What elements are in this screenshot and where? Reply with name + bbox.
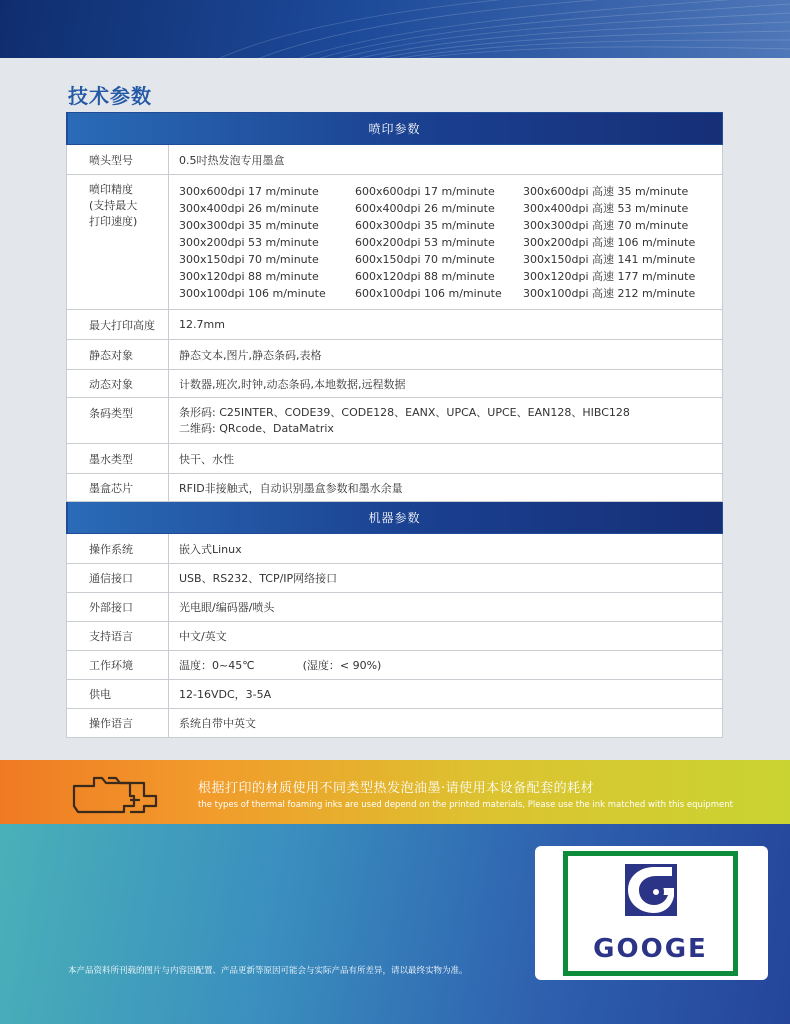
resolution-item: 300x120dpi 88 m/minute <box>179 270 319 283</box>
temperature-value: 温度：0~45℃ <box>179 659 255 672</box>
table-row <box>67 398 723 444</box>
row-value <box>169 398 723 444</box>
row-value: 0.5吋热发泡专用墨盒 <box>169 145 723 175</box>
row-label: 喷头型号 <box>67 145 169 175</box>
row-label: 通信接口 <box>67 564 169 593</box>
footer-disclaimer: 本产品资料所刊载的图片与内容因配置、产品更新等原因可能会与实际产品有所差异，请以最终实物为准。 <box>68 966 468 976</box>
row-label: 工作环境 <box>67 651 169 680</box>
row-value: USB、RS232、TCP/IP网络接口 <box>169 564 723 593</box>
ink-cartridge-icon <box>72 774 160 814</box>
resolution-item: 300x400dpi 高速 53 m/minute <box>523 202 689 215</box>
row-label: 供电 <box>67 680 169 709</box>
resolution-item: 300x100dpi 106 m/minute <box>179 287 326 300</box>
row-label: 条码类型 <box>67 398 169 444</box>
resolution-item: 600x300dpi 35 m/minute <box>355 219 495 232</box>
print-params-header: 喷印参数 <box>67 113 723 145</box>
wave-lines-decoration <box>0 0 790 58</box>
machine-params-header: 机器参数 <box>67 502 723 534</box>
row-value <box>169 651 723 680</box>
resolution-item: 600x100dpi 106 m/minute <box>355 287 502 300</box>
resolution-grid <box>179 178 712 306</box>
table-row <box>67 175 723 310</box>
row-label-line: 喷印精度 <box>89 183 133 196</box>
banner-en-text: the types of thermal foaming inks are used depend on the printed materials, Please use the ink matched with this equipment <box>198 800 733 810</box>
table-row <box>67 370 723 398</box>
resolution-item: 600x200dpi 53 m/minute <box>355 236 495 249</box>
table-row <box>67 310 723 340</box>
table-row <box>67 534 723 564</box>
qrcode-line: 二维码: QRcode、DataMatrix <box>179 422 334 435</box>
section-title: 技术参数 <box>68 84 152 108</box>
row-label: 最大打印高度 <box>67 310 169 340</box>
row-label-line: 打印速度) <box>89 215 138 228</box>
table-row <box>67 444 723 474</box>
resolution-item: 600x150dpi 70 m/minute <box>355 253 495 266</box>
table-row <box>67 564 723 593</box>
resolution-item: 300x120dpi 高速 177 m/minute <box>523 270 696 283</box>
resolution-item: 300x300dpi 高速 70 m/minute <box>523 219 689 232</box>
resolution-item: 600x400dpi 26 m/minute <box>355 202 495 215</box>
table-row <box>67 474 723 502</box>
row-label: 静态对象 <box>67 340 169 370</box>
humidity-value: (湿度：< 90%) <box>302 659 382 672</box>
resolution-grid-cell <box>169 175 723 310</box>
row-value: 12-16VDC，3-5A <box>169 680 723 709</box>
table-row <box>67 651 723 680</box>
logo-text: GOOGE <box>593 934 708 964</box>
row-value: 中文/英文 <box>169 622 723 651</box>
row-label: 支持语言 <box>67 622 169 651</box>
print-params-header-row <box>67 113 723 145</box>
table-row <box>67 145 723 175</box>
row-value: 计数器,班次,时钟,动态条码,本地数据,远程数据 <box>169 370 723 398</box>
row-value: 光电眼/编码器/喷头 <box>169 593 723 622</box>
resolution-item: 300x150dpi 70 m/minute <box>179 253 319 266</box>
resolution-item: 300x600dpi 17 m/minute <box>179 185 319 198</box>
row-label: 外部接口 <box>67 593 169 622</box>
table-row <box>67 680 723 709</box>
row-label: 墨盒芯片 <box>67 474 169 502</box>
spec-table <box>66 112 723 738</box>
resolution-item: 600x600dpi 17 m/minute <box>355 185 495 198</box>
row-label-line: (支持最大 <box>89 199 138 212</box>
banner-cn-text: 根据打印的材质使用不同类型热发泡油墨·请使用本设备配套的耗材 <box>198 781 595 796</box>
row-value: RFID非接触式，自动识别墨盒参数和墨水余量 <box>169 474 723 502</box>
footer <box>0 824 790 1024</box>
row-label: 操作系统 <box>67 534 169 564</box>
ink-notice-banner <box>0 760 790 824</box>
row-value: 系统自带中英文 <box>169 709 723 738</box>
row-label: 操作语言 <box>67 709 169 738</box>
row-label <box>67 175 169 310</box>
row-value: 嵌入式Linux <box>169 534 723 564</box>
resolution-item: 300x200dpi 高速 106 m/minute <box>523 236 696 249</box>
table-row <box>67 622 723 651</box>
resolution-item: 300x400dpi 26 m/minute <box>179 202 319 215</box>
googe-logo <box>563 851 738 976</box>
row-value: 快干、水性 <box>169 444 723 474</box>
table-row <box>67 340 723 370</box>
top-decorative-band <box>0 0 790 58</box>
row-value: 静态文本,图片,静态条码,表格 <box>169 340 723 370</box>
logo-card <box>535 846 768 980</box>
barcode-line: 条形码: C25INTER、CODE39、CODE128、EANX、UPCA、UPCE、EAN128、HIBC128 <box>179 406 630 419</box>
row-label: 动态对象 <box>67 370 169 398</box>
machine-params-header-row <box>67 502 723 534</box>
row-value: 12.7mm <box>169 310 723 340</box>
table-row <box>67 593 723 622</box>
resolution-item: 300x200dpi 53 m/minute <box>179 236 319 249</box>
resolution-item: 600x120dpi 88 m/minute <box>355 270 495 283</box>
row-label: 墨水类型 <box>67 444 169 474</box>
table-row <box>67 709 723 738</box>
resolution-item: 300x150dpi 高速 141 m/minute <box>523 253 696 266</box>
resolution-item: 300x300dpi 35 m/minute <box>179 219 319 232</box>
resolution-item: 300x600dpi 高速 35 m/minute <box>523 185 689 198</box>
resolution-item: 300x100dpi 高速 212 m/minute <box>523 287 696 300</box>
